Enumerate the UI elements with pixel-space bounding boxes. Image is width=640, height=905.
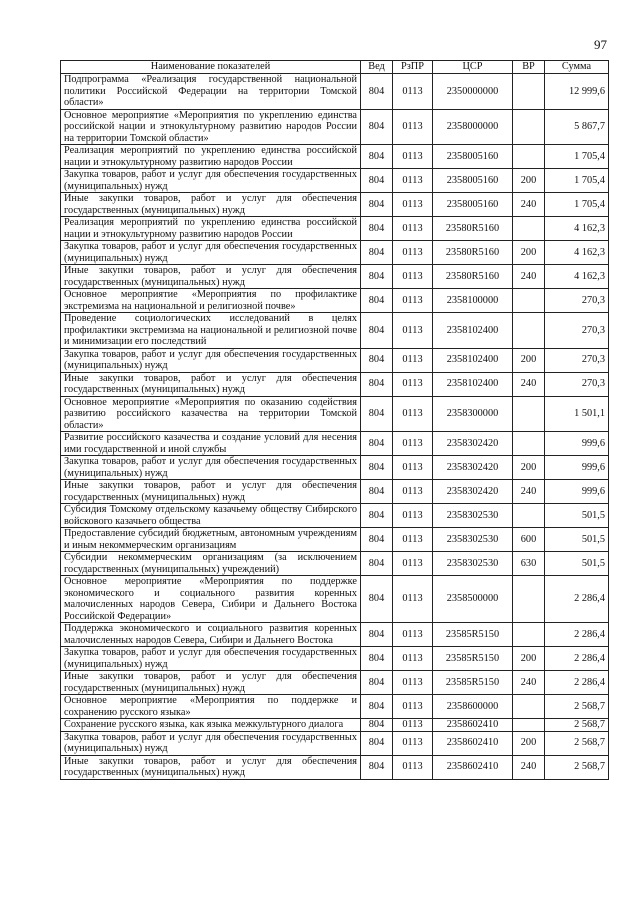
cell-sum: 5 867,7	[545, 109, 609, 145]
cell-sum: 501,5	[545, 552, 609, 576]
cell-csr: 2358102400	[433, 313, 513, 349]
cell-vr: 240	[513, 265, 545, 289]
table-row	[61, 348, 609, 372]
cell-vr: 600	[513, 528, 545, 552]
cell-name: Основное мероприятие «Мероприятия по поддержке и сохранению русского языка»	[61, 695, 361, 719]
cell-name: Проведение социологических исследований в целях профилактики экстремизма на национальной и религиозной почве и минимизации его последствий	[61, 313, 361, 349]
cell-rzpr: 0113	[393, 372, 433, 396]
table-row	[61, 456, 609, 480]
cell-rzpr: 0113	[393, 755, 433, 779]
table-row	[61, 289, 609, 313]
cell-csr: 23580R5160	[433, 241, 513, 265]
cell-sum: 2 568,7	[545, 731, 609, 755]
cell-ved: 804	[361, 671, 393, 695]
cell-ved: 804	[361, 217, 393, 241]
cell-name: Иные закупки товаров, работ и услуг для обеспечения государственных (муниципальных) нужд	[61, 193, 361, 217]
cell-rzpr: 0113	[393, 480, 433, 504]
table-row	[61, 193, 609, 217]
cell-name: Иные закупки товаров, работ и услуг для обеспечения государственных (муниципальных) нужд	[61, 372, 361, 396]
cell-name: Реализация мероприятий по укреплению единства российской нации и этнокультурному развитию народов России	[61, 145, 361, 169]
cell-rzpr: 0113	[393, 265, 433, 289]
cell-name: Основное мероприятие «Мероприятия по оказанию содействия развитию российского казачества на территории Томской области»	[61, 396, 361, 432]
cell-rzpr: 0113	[393, 289, 433, 313]
cell-sum: 1 705,4	[545, 169, 609, 193]
cell-name: Сохранение русского языка, как языка межкультурного диалога	[61, 719, 361, 732]
cell-vr: 200	[513, 348, 545, 372]
cell-vr: 200	[513, 731, 545, 755]
cell-name: Иные закупки товаров, работ и услуг для обеспечения государственных (муниципальных) нужд	[61, 480, 361, 504]
cell-sum: 2 286,4	[545, 623, 609, 647]
cell-csr: 23585R5150	[433, 671, 513, 695]
cell-rzpr: 0113	[393, 109, 433, 145]
cell-csr: 2358100000	[433, 289, 513, 313]
budget-table	[60, 60, 609, 780]
cell-sum: 2 286,4	[545, 576, 609, 623]
cell-sum: 270,3	[545, 313, 609, 349]
cell-rzpr: 0113	[393, 313, 433, 349]
table-row	[61, 313, 609, 349]
table-row	[61, 432, 609, 456]
cell-sum: 4 162,3	[545, 265, 609, 289]
cell-name: Иные закупки товаров, работ и услуг для обеспечения государственных (муниципальных) нужд	[61, 755, 361, 779]
cell-csr: 2358300000	[433, 396, 513, 432]
cell-sum: 501,5	[545, 528, 609, 552]
cell-rzpr: 0113	[393, 576, 433, 623]
cell-csr: 2358102400	[433, 372, 513, 396]
cell-rzpr: 0113	[393, 348, 433, 372]
cell-vr: 240	[513, 671, 545, 695]
cell-vr	[513, 289, 545, 313]
table-row	[61, 145, 609, 169]
cell-name: Основное мероприятие «Мероприятия по укреплению единства российской нации и этнокультурному развитию народов России на территории Томской области»	[61, 109, 361, 145]
table-row	[61, 372, 609, 396]
table-row	[61, 241, 609, 265]
cell-sum: 2 568,7	[545, 695, 609, 719]
cell-ved: 804	[361, 241, 393, 265]
column-header-vr: ВР	[513, 61, 545, 74]
cell-name: Закупка товаров, работ и услуг для обеспечения государственных (муниципальных) нужд	[61, 241, 361, 265]
cell-sum: 999,6	[545, 456, 609, 480]
cell-ved: 804	[361, 480, 393, 504]
table-row	[61, 695, 609, 719]
cell-rzpr: 0113	[393, 719, 433, 732]
cell-vr: 200	[513, 241, 545, 265]
cell-csr: 2358005160	[433, 169, 513, 193]
cell-rzpr: 0113	[393, 552, 433, 576]
table-body	[61, 74, 609, 780]
cell-name: Закупка товаров, работ и услуг для обеспечения государственных (муниципальных) нужд	[61, 348, 361, 372]
cell-name: Предоставление субсидий бюджетным, автономным учреждениям и иным некоммерческим организациям	[61, 528, 361, 552]
cell-vr	[513, 74, 545, 110]
cell-csr: 2358500000	[433, 576, 513, 623]
cell-ved: 804	[361, 528, 393, 552]
cell-csr: 2358302420	[433, 480, 513, 504]
cell-ved: 804	[361, 396, 393, 432]
cell-ved: 804	[361, 74, 393, 110]
cell-name: Основное мероприятие «Мероприятия по профилактике экстремизма на национальной и религиозной почве»	[61, 289, 361, 313]
cell-ved: 804	[361, 623, 393, 647]
cell-sum: 4 162,3	[545, 217, 609, 241]
table-row	[61, 480, 609, 504]
cell-vr: 240	[513, 193, 545, 217]
cell-sum: 270,3	[545, 289, 609, 313]
cell-sum: 1 705,4	[545, 193, 609, 217]
cell-ved: 804	[361, 695, 393, 719]
cell-ved: 804	[361, 109, 393, 145]
page-number: 97	[594, 37, 607, 52]
column-header-ved: Вед	[361, 61, 393, 74]
cell-vr: 200	[513, 456, 545, 480]
cell-vr: 200	[513, 169, 545, 193]
cell-csr: 2358102400	[433, 348, 513, 372]
cell-rzpr: 0113	[393, 145, 433, 169]
column-header-csr: ЦСР	[433, 61, 513, 74]
cell-csr: 2358302530	[433, 552, 513, 576]
cell-sum: 1 501,1	[545, 396, 609, 432]
cell-ved: 804	[361, 456, 393, 480]
cell-sum: 270,3	[545, 348, 609, 372]
cell-csr: 2358302420	[433, 456, 513, 480]
cell-name: Закупка товаров, работ и услуг для обеспечения государственных (муниципальных) нужд	[61, 731, 361, 755]
cell-rzpr: 0113	[393, 647, 433, 671]
cell-vr	[513, 109, 545, 145]
cell-ved: 804	[361, 432, 393, 456]
cell-name: Субсидии некоммерческим организациям (за исключением государственных (муниципальных) учреждений)	[61, 552, 361, 576]
cell-ved: 804	[361, 731, 393, 755]
cell-sum: 2 568,7	[545, 719, 609, 732]
cell-vr	[513, 432, 545, 456]
cell-ved: 804	[361, 552, 393, 576]
cell-vr	[513, 695, 545, 719]
cell-name: Реализация мероприятий по укреплению единства российской нации и этнокультурному развитию народов России	[61, 217, 361, 241]
cell-csr: 23585R5150	[433, 623, 513, 647]
cell-ved: 804	[361, 504, 393, 528]
cell-csr: 23585R5150	[433, 647, 513, 671]
cell-rzpr: 0113	[393, 217, 433, 241]
cell-rzpr: 0113	[393, 456, 433, 480]
cell-csr: 2358602410	[433, 755, 513, 779]
cell-rzpr: 0113	[393, 169, 433, 193]
cell-sum: 501,5	[545, 504, 609, 528]
table-row	[61, 74, 609, 110]
column-header-name: Наименование показателей	[61, 61, 361, 74]
cell-rzpr: 0113	[393, 396, 433, 432]
cell-vr: 240	[513, 755, 545, 779]
cell-rzpr: 0113	[393, 623, 433, 647]
cell-rzpr: 0113	[393, 193, 433, 217]
table-row	[61, 265, 609, 289]
cell-rzpr: 0113	[393, 74, 433, 110]
cell-vr	[513, 576, 545, 623]
cell-rzpr: 0113	[393, 671, 433, 695]
cell-vr	[513, 504, 545, 528]
cell-csr: 23580R5160	[433, 265, 513, 289]
cell-ved: 804	[361, 193, 393, 217]
cell-vr	[513, 396, 545, 432]
table-row	[61, 109, 609, 145]
cell-csr: 2350000000	[433, 74, 513, 110]
table-row	[61, 528, 609, 552]
cell-vr	[513, 145, 545, 169]
cell-csr: 2358602410	[433, 731, 513, 755]
cell-ved: 804	[361, 169, 393, 193]
cell-vr	[513, 719, 545, 732]
cell-csr: 23580R5160	[433, 217, 513, 241]
table-header-row	[61, 61, 609, 74]
cell-ved: 804	[361, 265, 393, 289]
table-row	[61, 504, 609, 528]
cell-name: Поддержка экономического и социального развития коренных малочисленных народов Севера, Сибири и Дальнего Востока	[61, 623, 361, 647]
cell-rzpr: 0113	[393, 241, 433, 265]
table-row	[61, 623, 609, 647]
table-row	[61, 671, 609, 695]
cell-sum: 999,6	[545, 432, 609, 456]
cell-sum: 2 286,4	[545, 671, 609, 695]
table-row	[61, 731, 609, 755]
column-header-rzpr: РзПР	[393, 61, 433, 74]
cell-vr	[513, 313, 545, 349]
cell-name: Закупка товаров, работ и услуг для обеспечения государственных (муниципальных) нужд	[61, 456, 361, 480]
cell-rzpr: 0113	[393, 731, 433, 755]
cell-name: Субсидия Томскому отдельскому казачьему обществу Сибирского войскового казачьего общества	[61, 504, 361, 528]
cell-name: Развитие российского казачества и создание условий для несения ими государственной и иной службы	[61, 432, 361, 456]
cell-csr: 2358005160	[433, 145, 513, 169]
cell-csr: 2358302420	[433, 432, 513, 456]
cell-sum: 999,6	[545, 480, 609, 504]
table-row	[61, 217, 609, 241]
cell-sum: 270,3	[545, 372, 609, 396]
cell-sum: 2 568,7	[545, 755, 609, 779]
cell-sum: 12 999,6	[545, 74, 609, 110]
cell-csr: 2358600000	[433, 695, 513, 719]
cell-csr: 2358302530	[433, 528, 513, 552]
cell-csr: 2358302530	[433, 504, 513, 528]
column-header-sum: Сумма	[545, 61, 609, 74]
cell-rzpr: 0113	[393, 695, 433, 719]
cell-sum: 1 705,4	[545, 145, 609, 169]
cell-csr: 2358000000	[433, 109, 513, 145]
cell-name: Закупка товаров, работ и услуг для обеспечения государственных (муниципальных) нужд	[61, 647, 361, 671]
cell-name: Иные закупки товаров, работ и услуг для обеспечения государственных (муниципальных) нужд	[61, 671, 361, 695]
cell-ved: 804	[361, 313, 393, 349]
cell-vr: 240	[513, 372, 545, 396]
table-row	[61, 719, 609, 732]
table-row	[61, 169, 609, 193]
cell-sum: 4 162,3	[545, 241, 609, 265]
table-row	[61, 396, 609, 432]
table-row	[61, 576, 609, 623]
cell-ved: 804	[361, 289, 393, 313]
cell-csr: 2358602410	[433, 719, 513, 732]
table-row	[61, 647, 609, 671]
cell-name: Иные закупки товаров, работ и услуг для обеспечения государственных (муниципальных) нужд	[61, 265, 361, 289]
cell-vr	[513, 217, 545, 241]
cell-rzpr: 0113	[393, 528, 433, 552]
cell-vr	[513, 623, 545, 647]
cell-ved: 804	[361, 145, 393, 169]
cell-ved: 804	[361, 755, 393, 779]
cell-ved: 804	[361, 372, 393, 396]
cell-name: Закупка товаров, работ и услуг для обеспечения государственных (муниципальных) нужд	[61, 169, 361, 193]
cell-name: Основное мероприятие «Мероприятия по поддержке экономического и социального развития коренных малочисленных народов Севера, Сибири и Дальнего Востока Российской Федерации»	[61, 576, 361, 623]
cell-vr: 240	[513, 480, 545, 504]
cell-csr: 2358005160	[433, 193, 513, 217]
cell-ved: 804	[361, 576, 393, 623]
table-row	[61, 755, 609, 779]
cell-vr: 630	[513, 552, 545, 576]
cell-ved: 804	[361, 348, 393, 372]
table-row	[61, 552, 609, 576]
cell-vr: 200	[513, 647, 545, 671]
cell-rzpr: 0113	[393, 432, 433, 456]
cell-sum: 2 286,4	[545, 647, 609, 671]
cell-ved: 804	[361, 647, 393, 671]
cell-rzpr: 0113	[393, 504, 433, 528]
cell-name: Подпрограмма «Реализация государственной национальной политики Российской Федерации на территории Томской области»	[61, 74, 361, 110]
cell-ved: 804	[361, 719, 393, 732]
